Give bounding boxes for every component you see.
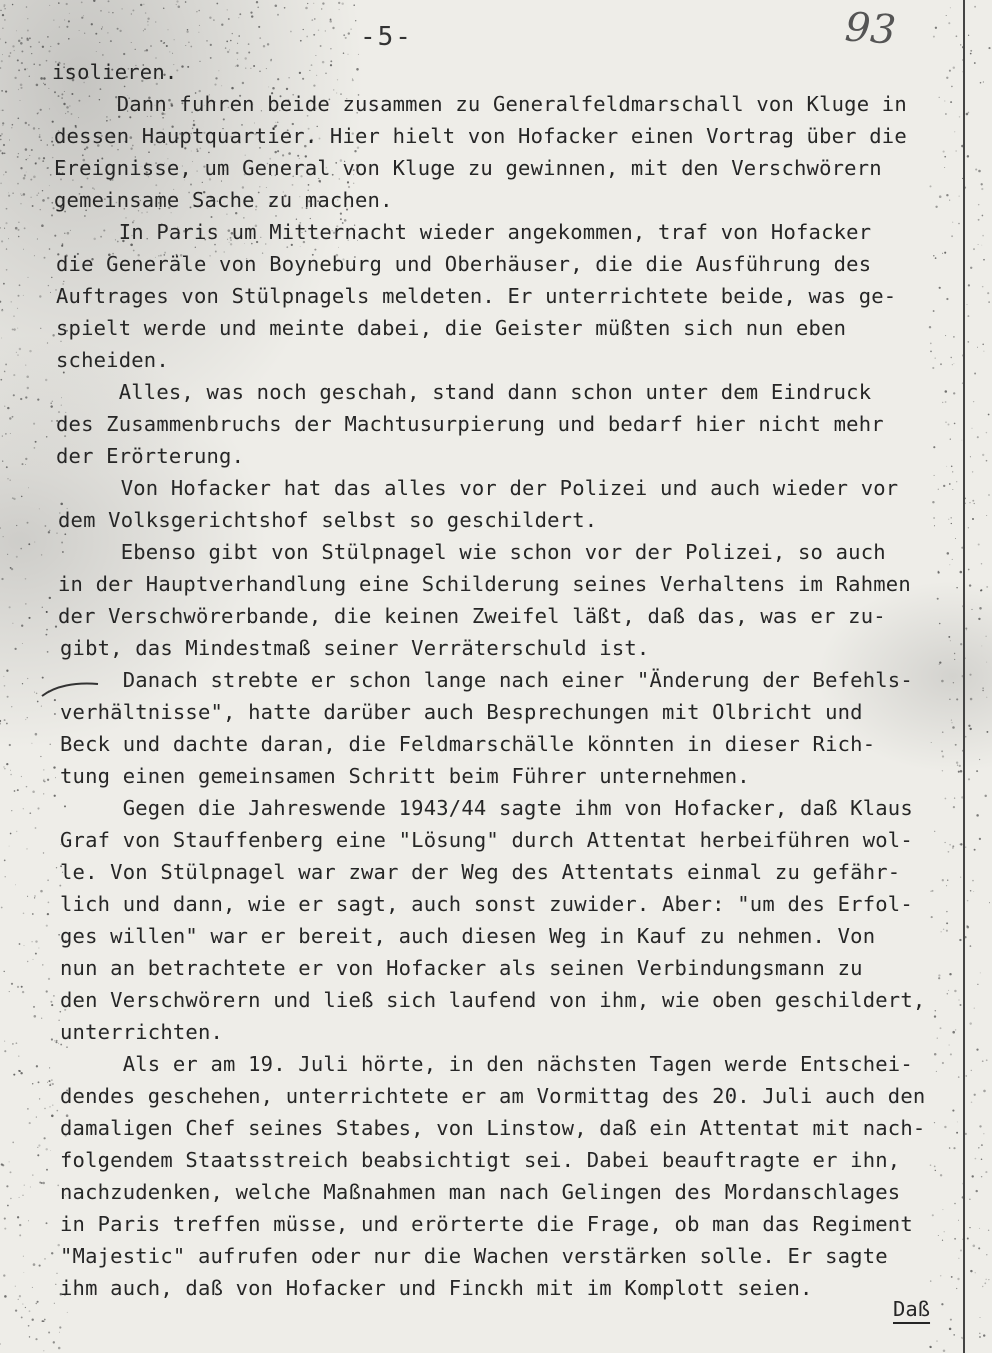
text-line: ihm auch, daß von Hofacker und Finckh mit im Komplott seien. — [60, 1276, 813, 1300]
pencil-mark — [40, 678, 100, 702]
text-line: In Paris um Mitternacht wieder angekommen, traf von Hofacker — [56, 220, 872, 244]
text-line: folgendem Staatsstreich beabsichtigt sei. Dabei beauftragte er ihn, — [60, 1148, 901, 1172]
text-line: gibt, das Mindestmaß seiner Verräterschuld ist. — [60, 636, 650, 660]
text-line: in der Hauptverhandlung eine Schilderung seines Verhaltens im Rahmen — [58, 572, 911, 596]
text-line: dendes geschehen, unterrichtete er am Vormittag des 20. Juli auch den — [60, 1084, 926, 1108]
text-line: verhältnisse", hatte darüber auch Besprechungen mit Olbricht und — [60, 700, 863, 724]
text-line: lich und dann, wie er sagt, auch sonst zuwider. Aber: "um des Erfol- — [60, 892, 913, 916]
text-line: Von Hofacker hat das alles vor der Polizei und auch wieder vor — [58, 476, 899, 500]
text-line: Ebenso gibt von Stülpnagel wie schon vor der Polizei, so auch — [58, 540, 886, 564]
text-line: Auftrages von Stülpnagels meldeten. Er unterrichtete beide, was ge- — [56, 284, 897, 308]
text-line: scheiden. — [56, 348, 169, 372]
text-line: dessen Hauptquartier. Hier hielt von Hofacker einen Vortrag über die — [54, 124, 907, 148]
text-line: gemeinsame Sache zu machen. — [54, 188, 393, 212]
text-line: Gegen die Jahreswende 1943/44 sagte ihm von Hofacker, daß Klaus — [60, 796, 913, 820]
text-line: die Generäle von Boyneburg und Oberhäuser, die die Ausführung des — [56, 252, 872, 276]
text-line: dem Volksgerichtshof selbst so geschildert. — [58, 508, 598, 532]
text-line: Dann fuhren beide zusammen zu Generalfeldmarschall von Kluge in — [54, 92, 907, 116]
text-line: damaligen Chef seines Stabes, von Linstow, daß ein Attentat mit nach- — [60, 1116, 926, 1140]
text-line: Beck und dachte daran, die Feldmarschälle könnten in dieser Rich- — [60, 732, 876, 756]
text-line: spielt werde und meinte dabei, die Geister müßten sich nun eben — [56, 316, 847, 340]
text-line: Ereignisse, um General von Kluge zu gewinnen, mit den Verschwörern — [54, 156, 882, 180]
text-line: den Verschwörern und ließ sich laufend von ihm, wie oben geschildert, — [60, 988, 926, 1012]
text-line: Alles, was noch geschah, stand dann schon unter dem Eindruck — [56, 380, 872, 404]
text-line: unterrichten. — [60, 1020, 224, 1044]
text-line: der Erörterung. — [56, 444, 245, 468]
text-line: isolieren. — [52, 60, 178, 84]
text-line: le. Von Stülpnagel war zwar der Weg des Attentats einmal zu gefähr- — [60, 860, 901, 884]
text-line: nun an betrachtete er von Hofacker als seinen Verbindungsmann zu — [60, 956, 863, 980]
text-line: ges willen" war er bereit, auch diesen Weg in Kauf zu nehmen. Von — [60, 924, 876, 948]
text-line: Graf von Stauffenberg eine "Lösung" durch Attentat herbeiführen wol- — [60, 828, 913, 852]
folio-number: 93 — [843, 4, 898, 54]
text-line: "Majestic" aufrufen oder nur die Wachen verstärken solle. Er sagte — [60, 1244, 888, 1268]
text-line: Danach strebte er schon lange nach einer "Änderung der Befehls- — [60, 668, 913, 692]
page-number: -5- — [360, 22, 413, 52]
catchword: Daß — [893, 1297, 931, 1321]
text-line: tung einen gemeinsamen Schritt beim Führer unternehmen. — [60, 764, 750, 788]
text-line: des Zusammenbruchs der Machtusurpierung und bedarf hier nicht mehr — [56, 412, 884, 436]
text-line: der Verschwörerbande, die keinen Zweifel läßt, daß das, was er zu- — [58, 604, 886, 628]
text-line: nachzudenken, welche Maßnahmen man nach Gelingen des Mordanschlages — [60, 1180, 901, 1204]
text-line: in Paris treffen müsse, und erörterte die Frage, ob man das Regiment — [60, 1212, 913, 1236]
text-line: Als er am 19. Juli hörte, in den nächsten Tagen werde Entschei- — [60, 1052, 913, 1076]
